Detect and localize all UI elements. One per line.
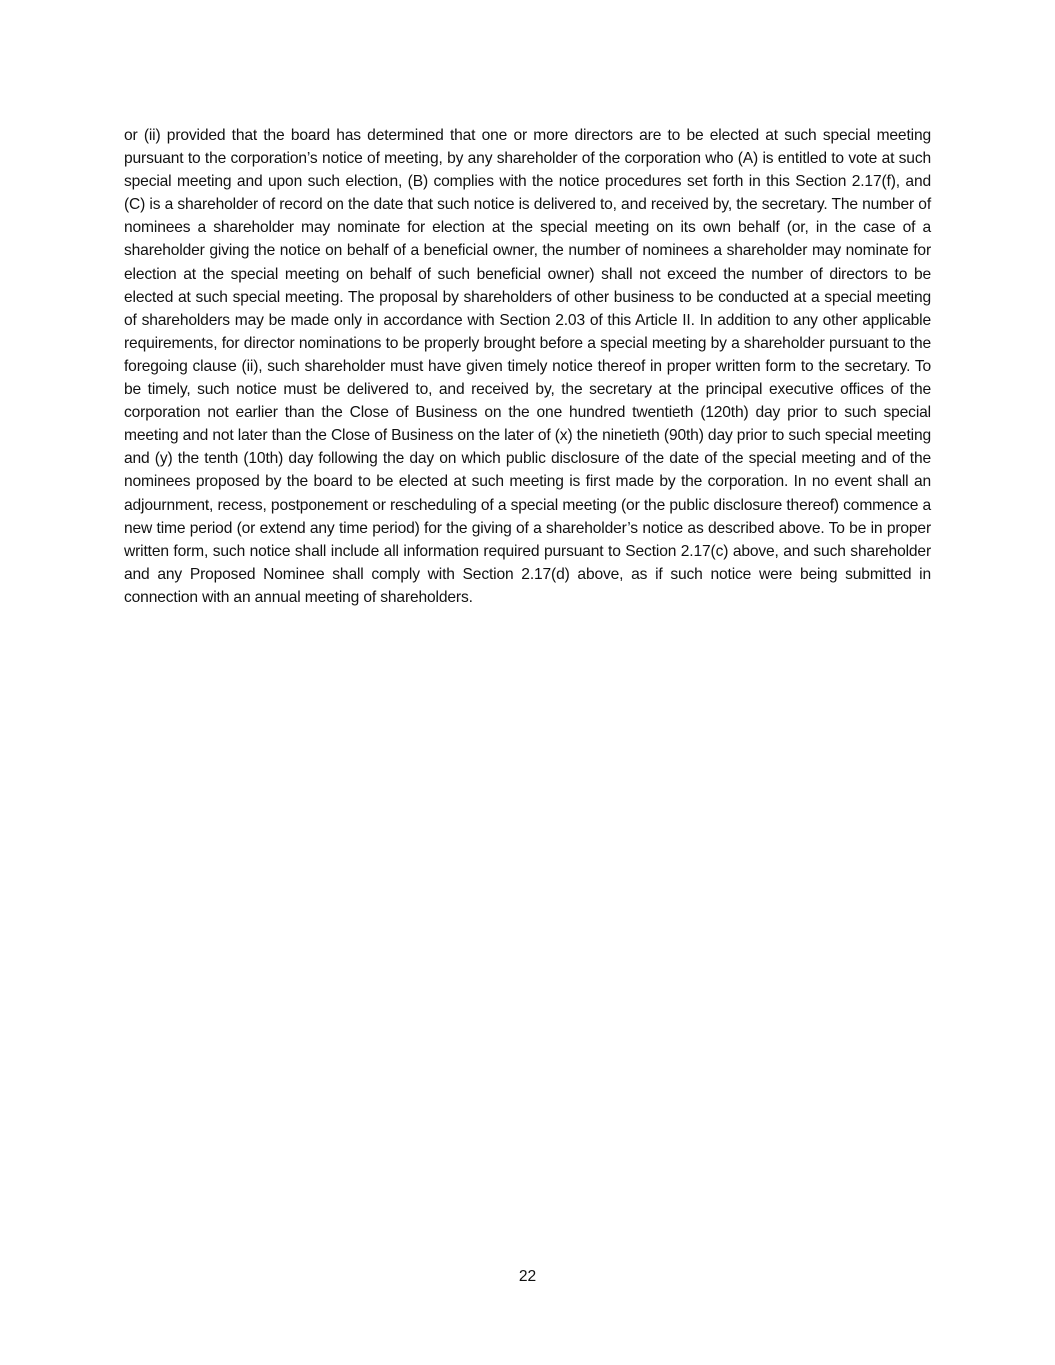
- body-paragraph: or (ii) provided that the board has determined that one or more directors are to be elected at such special meeting pursuant to the corporation’s notice of meeting, by any shareholder of the corporation who (A) is entitled to vote at such special meeting and upon such election, (B) complies with the notice procedures set forth in this Section 2.17(f), and (C) is a shareholder of record on the date that such notice is delivered to, and received by, the secretary. The number of nominees a shareholder may nominate for election at the special meeting on its own behalf (or, in the case of a shareholder giving the notice on behalf of a beneficial owner, the number of nominees a shareholder may nominate for election at the special meeting on behalf of such beneficial owner) shall not exceed the number of directors to be elected at such special meeting. The proposal by shareholders of other business to be conducted at a special meeting of shareholders may be made only in accordance with Section 2.03 of this Article II. In addition to any other applicable requirements, for director nominations to be properly brought before a special meeting by a shareholder pursuant to the foregoing clause (ii), such shareholder must have given timely notice thereof in proper written form to the secretary. To be timely, such notice must be delivered to, and received by, the secretary at the principal executive offices of the corporation not earlier than the Close of Business on the one hundred twentieth (120th) day prior to such special meeting and not later than the Close of Business on the later of (x) the ninetieth (90th) day prior to such special meeting and (y) the tenth (10th) day following the day on which public disclosure of the date of the special meeting and of the nominees proposed by the board to be elected at such meeting is first made by the corporation. In no event shall an adjournment, recess, postponement or rescheduling of a special meeting (or the public disclosure thereof) commence a new time period (or extend any time period) for the giving of a shareholder’s notice as described above. To be in proper written form, such notice shall include all information required pursuant to Section 2.17(c) above, and such shareholder and any Proposed Nominee shall comply with Section 2.17(d) above, as if such notice were being submitted in connection with an annual meeting of shareholders.: [124, 127, 931, 606]
- page-number: 22: [518, 1268, 537, 1285]
